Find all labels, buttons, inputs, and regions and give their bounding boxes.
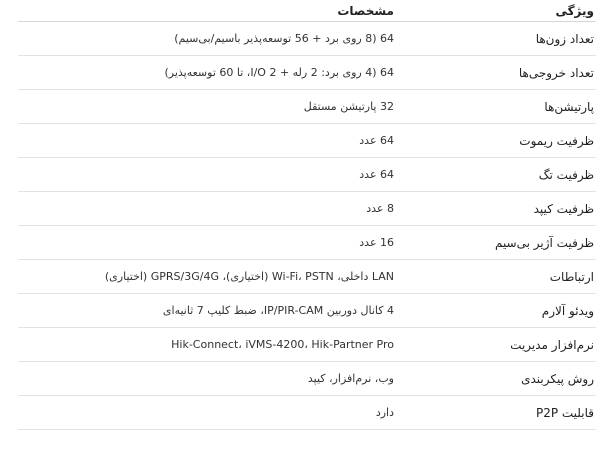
spec-cell: 16 عدد [359,236,394,249]
feature-cell: روش پیکربندی [521,371,594,386]
feature-cell: ظرفیت ریموت [519,133,594,148]
table-row [18,90,596,124]
feature-cell: پارتیشن‌ها [544,99,594,114]
spec-cell: 64 (4 روی برد: 2 رله + I/O 2، تا 60 توسعه‌پذیر) [164,66,394,79]
spec-cell: Hik-Connect، iVMS-4200، Hik-Partner Pro [171,338,394,351]
table-row [18,294,596,328]
spec-cell: LAN داخلی، Wi-Fi، PSTN (اختیاری)، GPRS/3G/4G (اختیاری) [104,270,394,283]
table-row [18,328,596,362]
table-row [18,158,596,192]
feature-cell: قابلیت P2P [535,405,594,420]
header-feature: ویژگی [555,3,594,18]
feature-cell: ظرفیت تگ [538,167,594,182]
spec-cell: وب، نرم‌افزار، کیپد [307,372,394,385]
feature-cell: نرم‌افزار مدیریت [510,337,594,352]
feature-cell: ویدئو آلارم [541,303,594,318]
spec-cell: 32 پارتیشن مستقل [303,100,394,113]
spec-cell: 64 عدد [359,168,394,181]
table-row [18,362,596,396]
feature-cell: ظرفیت آژیر بی‌سیم [494,235,594,250]
specifications-table [18,0,596,472]
feature-cell: ارتباطات [549,269,594,284]
table-row [18,396,596,430]
table-row [18,124,596,158]
spec-cell: 64 (8 روی برد + 56 توسعه‌پذیر باسیم/بی‌سیم) [174,32,394,45]
table-row [18,260,596,294]
table-row [18,22,596,56]
table-header-row [18,0,596,22]
feature-cell: تعداد زون‌ها [535,31,594,46]
feature-cell: تعداد خروجی‌ها [518,65,594,80]
feature-cell: ظرفیت کیپد [533,201,594,216]
spec-cell: دارد [375,406,394,419]
table-bottom-border [18,430,596,472]
table-row [18,192,596,226]
table-row [18,56,596,90]
spec-cell: 8 عدد [366,202,394,215]
spec-cell: 64 عدد [359,134,394,147]
spec-cell: 4 کانال دوربین IP/PIR-CAM، ضبط کلیپ 7 ثانیه‌ای [162,304,394,317]
header-spec: مشخصات [337,3,394,18]
table-row [18,226,596,260]
